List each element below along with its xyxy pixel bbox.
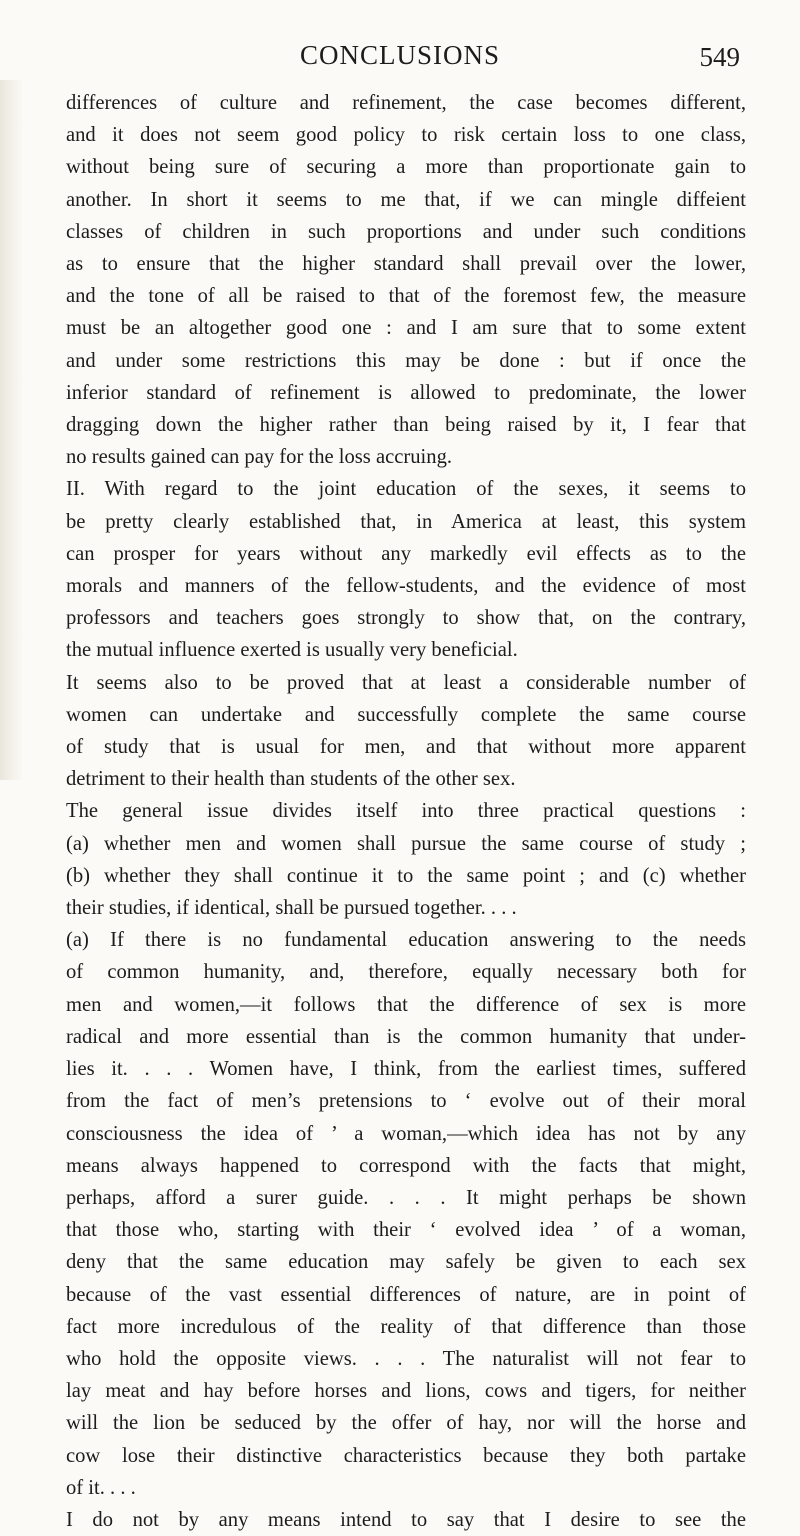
text-line: will the lion be seduced by the offer of hay, nor will the horse and xyxy=(66,1412,746,1435)
text-line: of study that is usual for men, and that without more apparent xyxy=(66,736,746,759)
text-line: inferior standard of refinement is allowed to predominate, the lower xyxy=(66,381,746,404)
text-line: radical and more essential than is the common humanity that under- xyxy=(66,1025,746,1048)
text-line: must be an altogether good one : and I am sure that to some extent xyxy=(66,317,746,340)
text-line: lay meat and hay before horses and lions, cows and tigers, for neither xyxy=(66,1380,746,1403)
text-line: without being sure of securing a more than proportionate gain to xyxy=(66,156,746,179)
text-line: and the tone of all be raised to that of the foremost few, the measure xyxy=(66,285,746,308)
text-line: I do not by any means intend to say that I desire to see the xyxy=(66,1508,746,1531)
text-line: cow lose their distinctive characteristics because they both partake xyxy=(66,1444,746,1467)
text-line: and it does not seem good policy to risk certain loss to one class, xyxy=(66,124,746,147)
text-line: It seems also to be proved that at least a considerable number of xyxy=(66,671,746,694)
text-line: as to ensure that the higher standard shall prevail over the lower, xyxy=(66,253,746,276)
text-line: detriment to their health than students of the other sex. xyxy=(66,768,516,791)
text-line: (b) whether they shall continue it to the same point ; and (c) whether xyxy=(66,864,746,887)
text-line: means always happened to correspond with the facts that might, xyxy=(66,1154,746,1177)
running-head: CONCLUSIONS xyxy=(299,40,501,70)
text-line: deny that the same education may safely be given to each sex xyxy=(66,1251,746,1274)
text-line: who hold the opposite views. . . . The naturalist will not fear to xyxy=(66,1347,746,1370)
page-gutter-shadow xyxy=(0,80,24,780)
text-line: from the fact of men’s pretensions to ‘ evolve out of their moral xyxy=(66,1090,746,1113)
text-line: men and women,—it follows that the difference of sex is more xyxy=(66,993,746,1016)
text-line: and under some restrictions this may be done : but if once the xyxy=(66,349,746,372)
text-line: consciousness the idea of ’ a woman,—which idea has not by any xyxy=(66,1122,746,1145)
text-line: dragging down the higher rather than being raised by it, I fear that xyxy=(66,414,746,437)
text-line: perhaps, afford a surer guide. . . . It might perhaps be shown xyxy=(66,1186,746,1209)
text-line: fact more incredulous of the reality of that difference than those xyxy=(66,1315,746,1338)
page-number: 549 xyxy=(699,42,740,72)
body-text xyxy=(66,87,746,1536)
text-line: the mutual influence exerted is usually very beneficial. xyxy=(66,639,518,662)
page-header xyxy=(60,40,740,80)
text-line: of it. . . . xyxy=(66,1476,136,1499)
text-line: no results gained can pay for the loss accruing. xyxy=(66,446,453,469)
text-line: professors and teachers goes strongly to show that, on the contrary, xyxy=(66,607,746,630)
text-line: because of the vast essential differences of nature, are in point of xyxy=(66,1283,746,1306)
text-line: be pretty clearly established that, in America at least, this system xyxy=(66,510,746,533)
text-line: their studies, if identical, shall be pursued together. . . . xyxy=(66,897,517,920)
text-line: that those who, starting with their ‘ evolved idea ’ of a woman, xyxy=(66,1219,746,1242)
text-line: (a) If there is no fundamental education answering to the needs xyxy=(66,929,746,952)
text-line: classes of children in such proportions and under such conditions xyxy=(66,220,746,243)
text-line: another. In short it seems to me that, if we can mingle diffeient xyxy=(66,188,746,211)
text-line: II. With regard to the joint education of the sexes, it seems to xyxy=(66,478,746,501)
text-line: can prosper for years without any markedly evil effects as to the xyxy=(66,542,746,565)
text-line: of common humanity, and, therefore, equally necessary both for xyxy=(66,961,746,984)
text-line: lies it. . . . Women have, I think, from the earliest times, suffered xyxy=(66,1058,746,1081)
text-line: morals and manners of the fellow-students, and the evidence of most xyxy=(66,575,746,598)
text-line: differences of culture and refinement, the case becomes different, xyxy=(66,92,746,114)
text-line: women can undertake and successfully complete the same course xyxy=(66,703,746,726)
text-line: The general issue divides itself into three practical questions : xyxy=(66,800,746,823)
text-line: (a) whether men and women shall pursue the same course of study ; xyxy=(66,832,746,855)
